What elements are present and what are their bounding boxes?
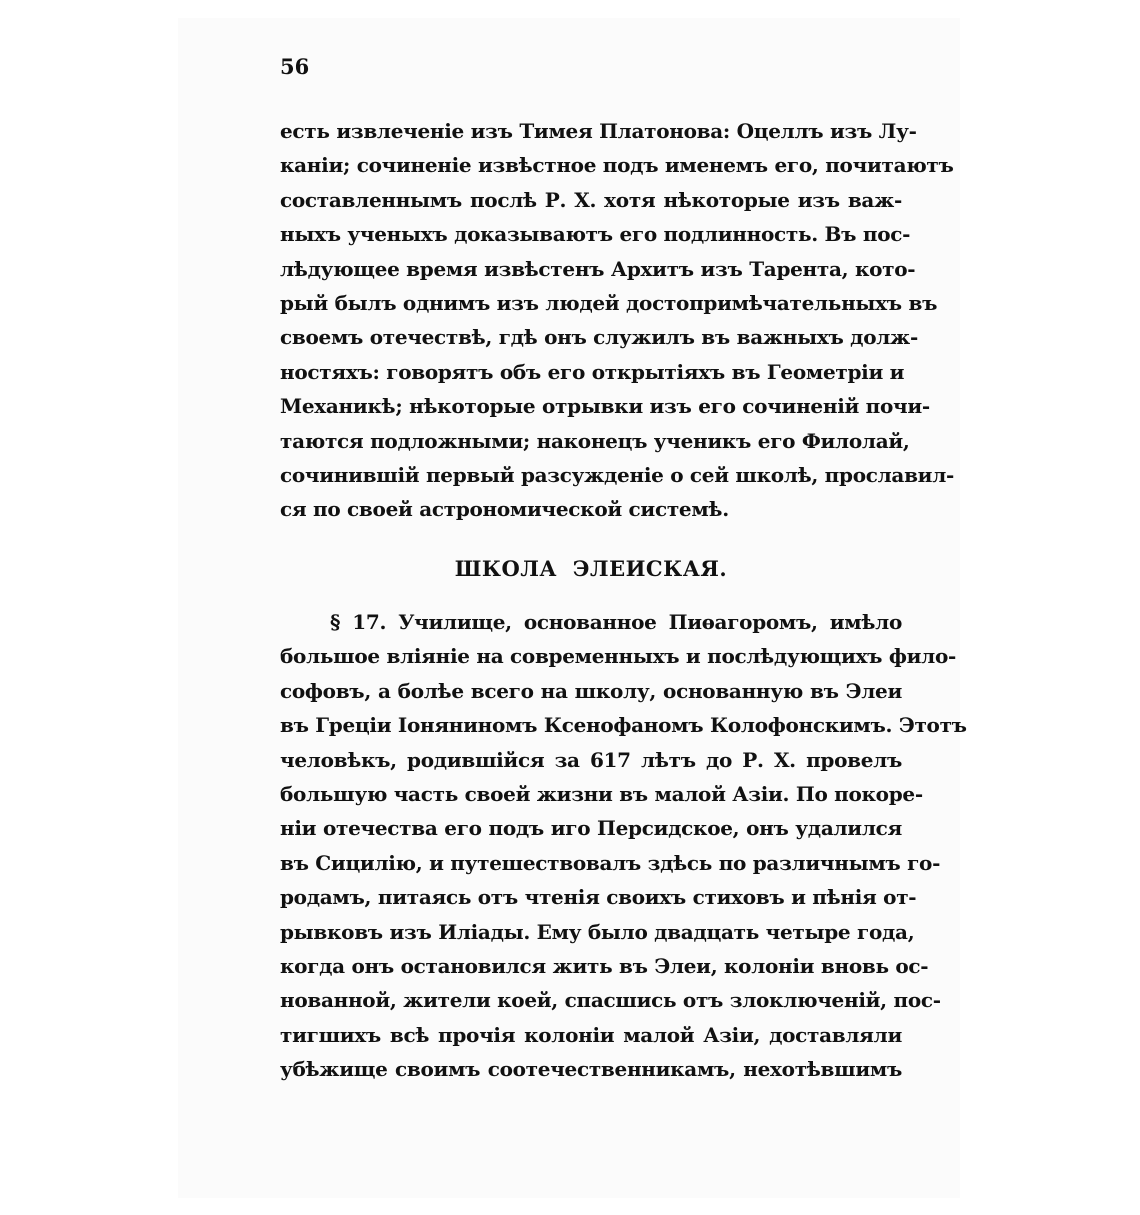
text-line: § 17. Училище, основанное Пиѳагоромъ, имѣло [330,610,902,634]
text-line: лѣдующее время извѣстенъ Архитъ изъ Тарента, кото- [280,256,916,281]
text-line: ніи отечества его подъ иго Персидское, онъ удалился [280,816,902,841]
paragraph-2 [280,605,967,1086]
text-line: человѣкъ, родившійся за 617 лѣтъ до Р. Х. провелъ [280,747,902,772]
text-line: убѣжище своимъ соотечественникамъ, нехотѣвшимъ [280,1057,902,1082]
text-line: родамъ, питаясь отъ чтенія своихъ стиховъ и пѣнія от- [280,885,917,910]
text-line: тигшихъ всѣ прочія колоніи малой Азіи, доставляли [280,1022,902,1047]
text-line: нованной, жители коей, спасшись отъ злоключеній, пос- [280,988,941,1013]
section-heading: ШКОЛА ЭЛЕИСКАЯ. [454,556,728,581]
text-line: ся по своей астрономической системѣ. [280,497,729,522]
text-line: сочинившій первый разсужденіе о сей школѣ, прославил- [280,462,955,487]
text-line: своемъ отечествѣ, гдѣ онъ служилъ въ важныхъ долж- [280,325,918,350]
text-line: составленнымъ послѣ Р. Х. хотя нѣкоторые изъ важ- [280,187,902,212]
text-line: рый былъ однимъ изъ людей достопримѣчательныхъ въ [280,290,938,315]
text-line: когда онъ остановился жить въ Элеи, колоніи вновь ос- [280,953,929,978]
text-line: большое вліяніе на современныхъ и послѣдующихъ фило- [280,644,956,669]
text-line: ностяхъ: говорятъ объ его открытіяхъ въ Геометріи и [280,359,905,384]
paragraph-1 [280,114,955,527]
text-line: софовъ, а болѣе всего на школу, основанную въ Элеи [280,678,902,703]
text-line: рывковъ изъ Иліады. Ему было двадцать четыре года, [280,919,915,944]
page-number: 56 [280,54,310,79]
text-line: Механикѣ; нѣкоторые отрывки изъ его сочиненій почи- [280,394,930,419]
text-line: большую часть своей жизни въ малой Азіи. По покоре- [280,781,923,806]
text-line: каніи; сочиненіе извѣстное подъ именемъ его, почитаютъ [280,153,954,178]
text-line: въ Сицилію, и путешествовалъ здѣсь по различнымъ го- [280,850,941,875]
text-line: есть извлеченіе изъ Тимея Платонова: Оцеллъ изъ Лу- [280,119,917,143]
text-line: въ Греціи Іоняниномъ Ксенофаномъ Колофонскимъ. Этотъ [280,713,967,738]
text-line: таются подложными; наконецъ ученикъ его Филолай, [280,428,910,453]
text-line: ныхъ ученыхъ доказываютъ его подлинность. Въ пос- [280,222,911,247]
